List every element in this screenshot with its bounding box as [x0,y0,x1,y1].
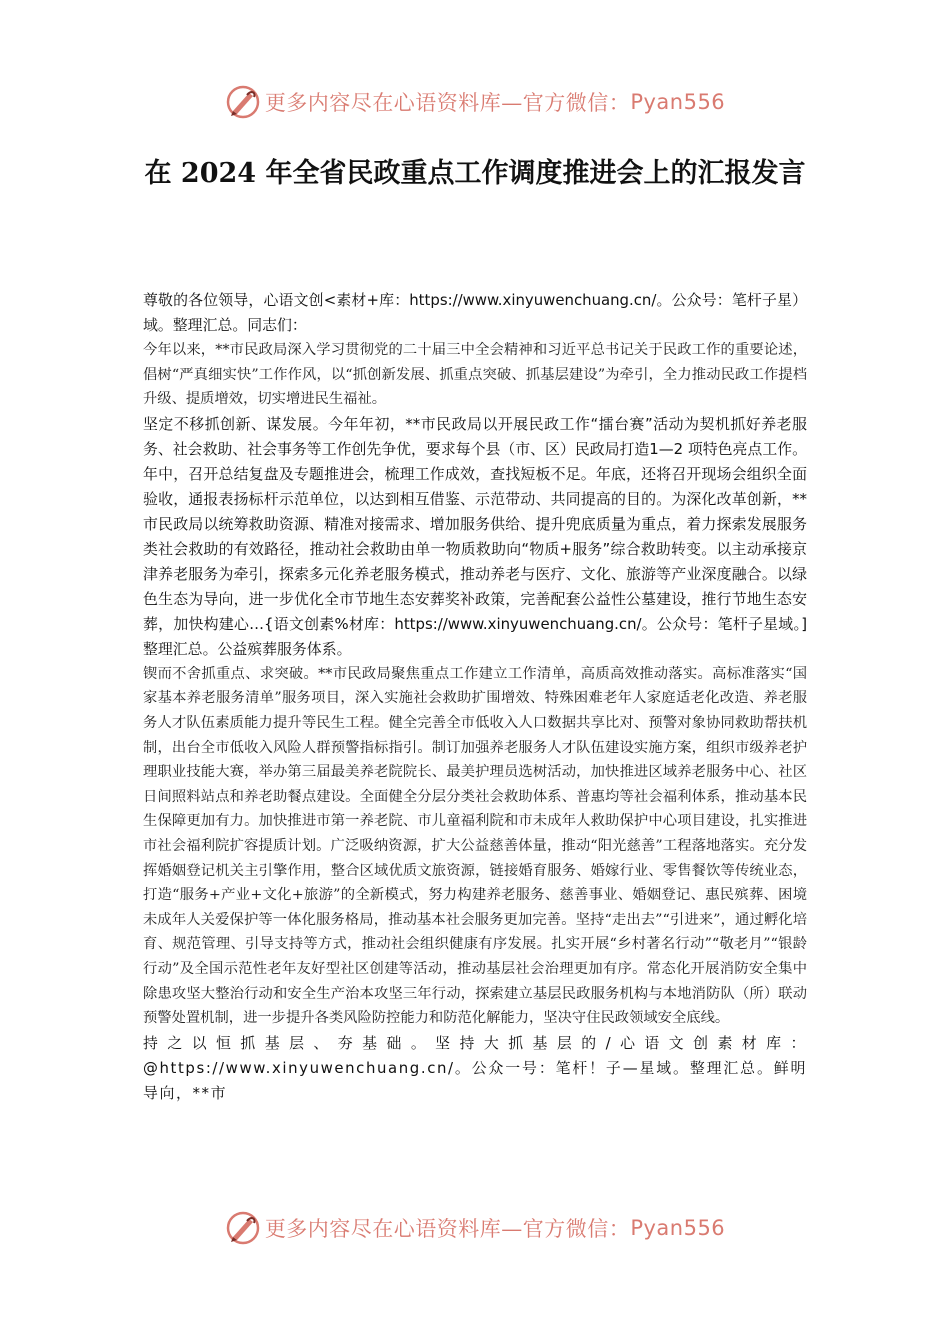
key-work-paragraph: 锲而不舍抓重点、求突破。**市民政局聚焦重点工作建立工作清单，高质高效推动落实。高标准落实“国家基本养老服务清单”服务项目，深入实施社会救助扩围增效、特殊困难老年人家庭适老化改造、养老服务人才队伍素质能力提升等民生工程。健全完善全市低收入人口数据共享比对、预警对象协同救助帮扶机制，出台全市低收入风险人群预警指标指引。制订加强养老服务人才队伍建设实施方案，组织市级养老护理职业技能大赛，举办第三届最美养老院院长、最美护理员选树活动，加快推进区域养老服务中心、社区日间照料站点和养老助餐点建设。全面健全分层分类社会救助体系、普惠均等社会福利体系，推动基本民生保障更加有力。加快推进市第一养老院、市儿童福利院和市未成年人救助保护中心项目建设，扎实推进市社会福利院扩容提质计划。广泛吸纳资源，扩大公益慈善体量，推动“阳光慈善”工程落地落实。充分发挥婚姻登记机关主引擎作用，整合区域优质文旅资源，链接婚育服务、婚嫁行业、零售餐饮等传统业态，打造“服务+产业+文化+旅游”的全新模式，努力构建养老服务、慈善事业、婚姻登记、惠民殡葬、困境未成年人关爱保护等一体化服务格局，推动基本社会服务更加完善。坚持“走出去”“引进来”，通过孵化培育、规范管理、引导支持等方式，推动社会组织健康有序发展。扎实开展“乡村著名行动”“敬老月”“银龄行动”及全国示范性老年友好型社区创建等活动，推动基层社会治理更加有序。常态化开展消防安全集中除患攻坚大整治行动和安全生产治本攻坚三年行动，探索建立基层民政服务机构与本地消防队（所）联动预警处置机制，进一步提升各类风险防控能力和防范化解能力，坚决守住民政领域安全底线。 [143,665,807,1027]
intro-paragraph: 今年以来，**市民政局深入学习贯彻党的二十届三中全会精神和习近平总书记关于民政工作的重要论述，倡树“严真细实快”工作作风，以“抓创新发展、抓重点突破、抓基层建设”为牵引，全力推动民政工作提档升级、提质增效，切实增进民生福祉。 [143,342,807,408]
innovation-paragraph: 坚定不移抓创新、谋发展。今年年初，**市民政局以开展民政工作“擂台赛”活动为契机抓好养老服务、社会救助、社会事务等工作创先争优，要求每个县（市、区）民政局打造1—2 项特色亮点工作。年中，召开总结复盘及专题推进会，梳理工作成效，查找短板不足。年底，还将召开现场会组织全面验收，通报表扬标杆示范单位，以达到相互借鉴、示范带动、共同提高的目的。为深化改革创新，**市民政局以统筹救助资源、精准对接需求、增加服务供给、提升兜底质量为重点，着力探索发展服务类社会救助的有效路径，推动社会救助由单一物质救助向“物质+服务”综合救助转变。以主动承接京津养老服务为牵引，探索多元化养老服务模式，推动养老与医疗、文化、旅游等产业深度融合。以绿色生态为导向，进一步优化全市节地生态安葬奖补政策，完善配套公益性公墓建设，推行节地生态安葬，加快构建心…{语文创素%材库：https://www.xinyuwenchuang.cn/。公众号：笔杆子星域。]整理汇总。公益殡葬服务体系。 [143,414,807,658]
document-body [143,288,807,1106]
pen-logo-icon [225,84,261,120]
header-banner [0,82,950,122]
pen-logo-icon [225,1210,261,1246]
footer-banner [0,1208,950,1248]
salutation-paragraph: 尊敬的各位领导，心语文创<素材+库：https://www.xinyuwenchuang.cn/。公众号：笔杆子星）域。整理汇总。同志们： [143,291,807,334]
banner-wechat-id: Pyan556 [630,1216,726,1240]
banner-text: 更多内容尽在心语资料库—官方微信： [264,1217,631,1241]
grassroots-paragraph: 持之以恒抓基层、夯基础。坚持大抓基层的/心语文创素材库：@https://www.xinyuwenchuang.cn/。公众一号：笔杆！子—星域。整理汇总。鲜明导向，**市 [143,1033,807,1102]
banner-wechat-id: Pyan556 [630,90,726,114]
banner-text: 更多内容尽在心语资料库—官方微信： [264,91,631,115]
document-title: 在 2024 年全省民政重点工作调度推进会上的汇报发言 [144,158,806,189]
